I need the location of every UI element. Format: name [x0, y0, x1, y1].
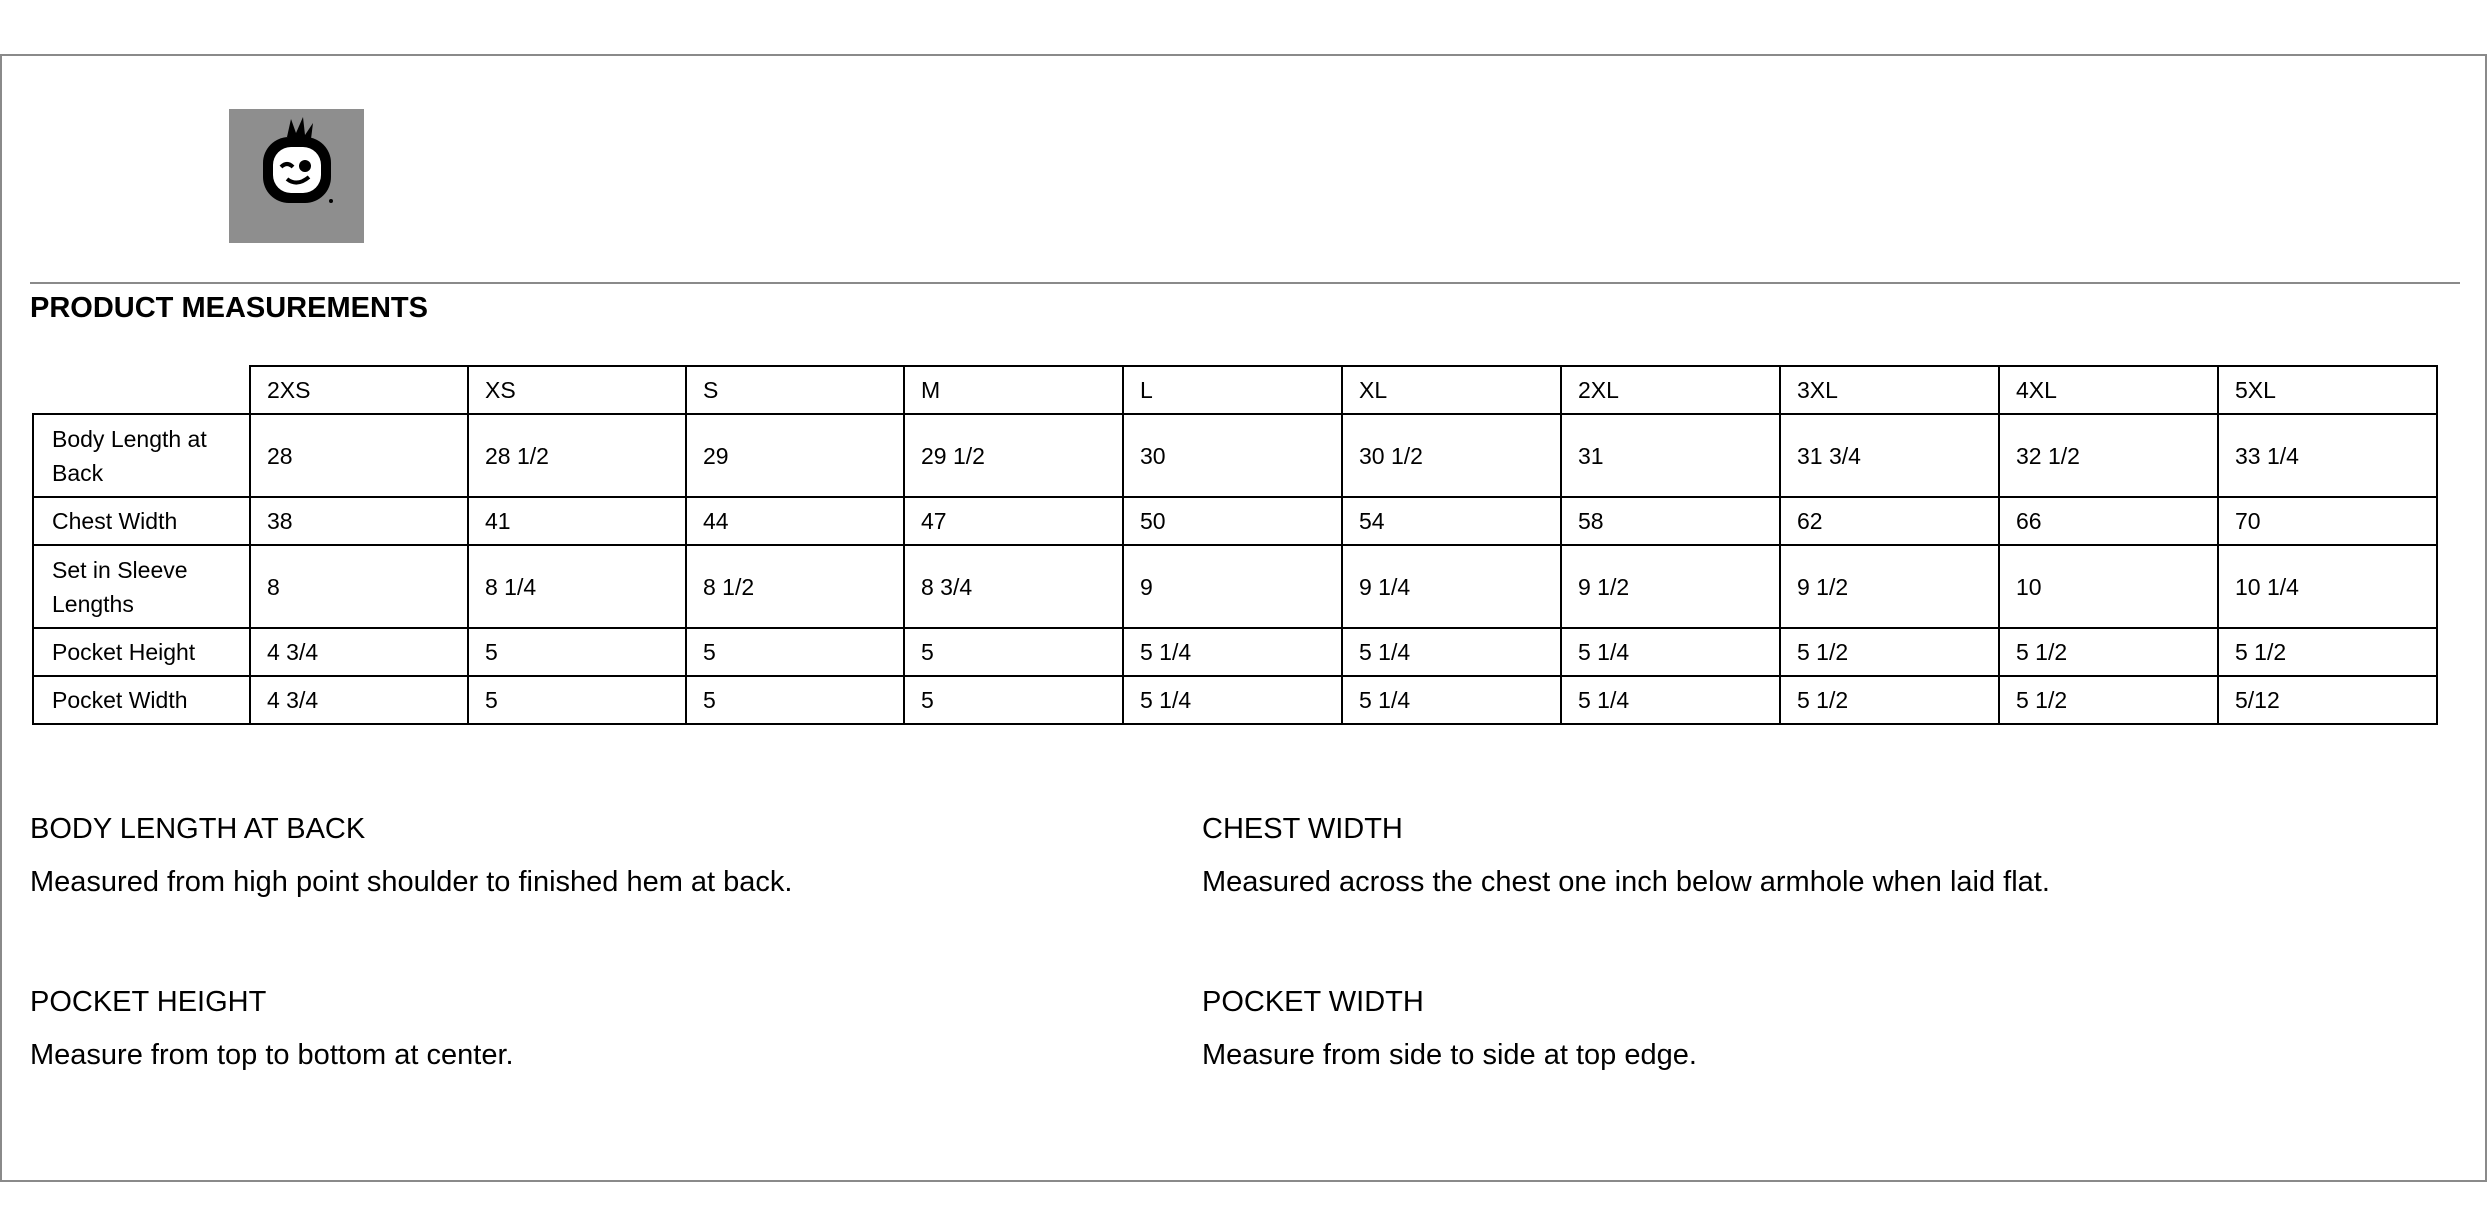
description-heading: CHEST WIDTH	[1202, 813, 1403, 845]
description-text: Measure from side to side at top edge.	[1202, 1039, 1697, 1071]
wonderwink-logo-icon	[229, 109, 364, 243]
table-cell: 5 1/4	[1561, 676, 1780, 724]
table-cell: 5	[904, 628, 1123, 676]
row-label: Set in Sleeve Lengths	[33, 545, 250, 628]
table-cell: 10	[1999, 545, 2218, 628]
size-header: 5XL	[2218, 366, 2437, 414]
table-cell: 30	[1123, 414, 1342, 497]
table-cell: 5 1/4	[1342, 676, 1561, 724]
table-cell: 50	[1123, 497, 1342, 545]
description-chest-width	[1202, 813, 2050, 899]
table-cell: 28	[250, 414, 468, 497]
table-cell: 8 1/4	[468, 545, 686, 628]
table-cell: 5 1/2	[1999, 628, 2218, 676]
table-cell: 5 1/2	[1999, 676, 2218, 724]
description-pocket-height	[30, 986, 514, 1072]
size-header: M	[904, 366, 1123, 414]
table-cell: 5 1/4	[1561, 628, 1780, 676]
table-cell: 4 3/4	[250, 676, 468, 724]
table-cell: 5 1/4	[1342, 628, 1561, 676]
description-heading: BODY LENGTH AT BACK	[30, 813, 366, 845]
section-title: PRODUCT MEASUREMENTS	[30, 292, 428, 324]
description-pocket-width	[1202, 986, 1697, 1072]
description-heading: POCKET HEIGHT	[30, 986, 267, 1018]
table-cell: 28 1/2	[468, 414, 686, 497]
table-cell: 5 1/2	[2218, 628, 2437, 676]
size-header: XL	[1342, 366, 1561, 414]
table-cell: 31	[1561, 414, 1780, 497]
table-cell: 58	[1561, 497, 1780, 545]
measurements-table	[32, 365, 2438, 725]
table-row	[33, 497, 2437, 545]
size-header: XS	[468, 366, 686, 414]
description-text: Measured across the chest one inch below armhole when laid flat.	[1202, 866, 2050, 898]
table-cell: 5 1/4	[1123, 676, 1342, 724]
table-cell: 4 3/4	[250, 628, 468, 676]
table-cell: 8 3/4	[904, 545, 1123, 628]
table-header-row	[33, 366, 2437, 414]
table-row	[33, 628, 2437, 676]
table-cell: 8	[250, 545, 468, 628]
table-row	[33, 676, 2437, 724]
table-cell: 9 1/4	[1342, 545, 1561, 628]
table-cell: 5	[686, 676, 904, 724]
brand-logo	[229, 109, 364, 243]
size-header: 2XL	[1561, 366, 1780, 414]
table-cell: 38	[250, 497, 468, 545]
table-cell: 54	[1342, 497, 1561, 545]
table-cell: 9	[1123, 545, 1342, 628]
row-label: Chest Width	[33, 497, 250, 545]
size-header: 4XL	[1999, 366, 2218, 414]
table-cell: 10 1/4	[2218, 545, 2437, 628]
table-cell: 32 1/2	[1999, 414, 2218, 497]
table-cell: 5	[904, 676, 1123, 724]
table-cell: 31 3/4	[1780, 414, 1999, 497]
table-cell: 29	[686, 414, 904, 497]
row-label: Body Length at Back	[33, 414, 250, 497]
size-header: L	[1123, 366, 1342, 414]
row-label: Pocket Height	[33, 628, 250, 676]
table-row	[33, 545, 2437, 628]
table-cell: 5 1/2	[1780, 676, 1999, 724]
table-cell: 5 1/4	[1123, 628, 1342, 676]
table-cell: 62	[1780, 497, 1999, 545]
description-text: Measure from top to bottom at center.	[30, 1039, 514, 1071]
table-cell: 47	[904, 497, 1123, 545]
table-cell: 9 1/2	[1780, 545, 1999, 628]
header-divider	[30, 282, 2460, 284]
table-corner-cell	[33, 366, 250, 414]
description-text: Measured from high point shoulder to finished hem at back.	[30, 866, 793, 898]
table-cell: 29 1/2	[904, 414, 1123, 497]
table-cell: 30 1/2	[1342, 414, 1561, 497]
table-cell: 33 1/4	[2218, 414, 2437, 497]
table-cell: 5/12	[2218, 676, 2437, 724]
table-cell: 41	[468, 497, 686, 545]
size-header: 2XS	[250, 366, 468, 414]
description-heading: POCKET WIDTH	[1202, 986, 1424, 1018]
table-row	[33, 414, 2437, 497]
description-body-length	[30, 813, 792, 899]
table-cell: 5	[468, 628, 686, 676]
table-cell: 5	[686, 628, 904, 676]
table-cell: 9 1/2	[1561, 545, 1780, 628]
table-cell: 44	[686, 497, 904, 545]
table-cell: 70	[2218, 497, 2437, 545]
row-label: Pocket Width	[33, 676, 250, 724]
table-cell: 5	[468, 676, 686, 724]
table-cell: 5 1/2	[1780, 628, 1999, 676]
table-cell: 8 1/2	[686, 545, 904, 628]
size-header: S	[686, 366, 904, 414]
size-header: 3XL	[1780, 366, 1999, 414]
table-cell: 66	[1999, 497, 2218, 545]
